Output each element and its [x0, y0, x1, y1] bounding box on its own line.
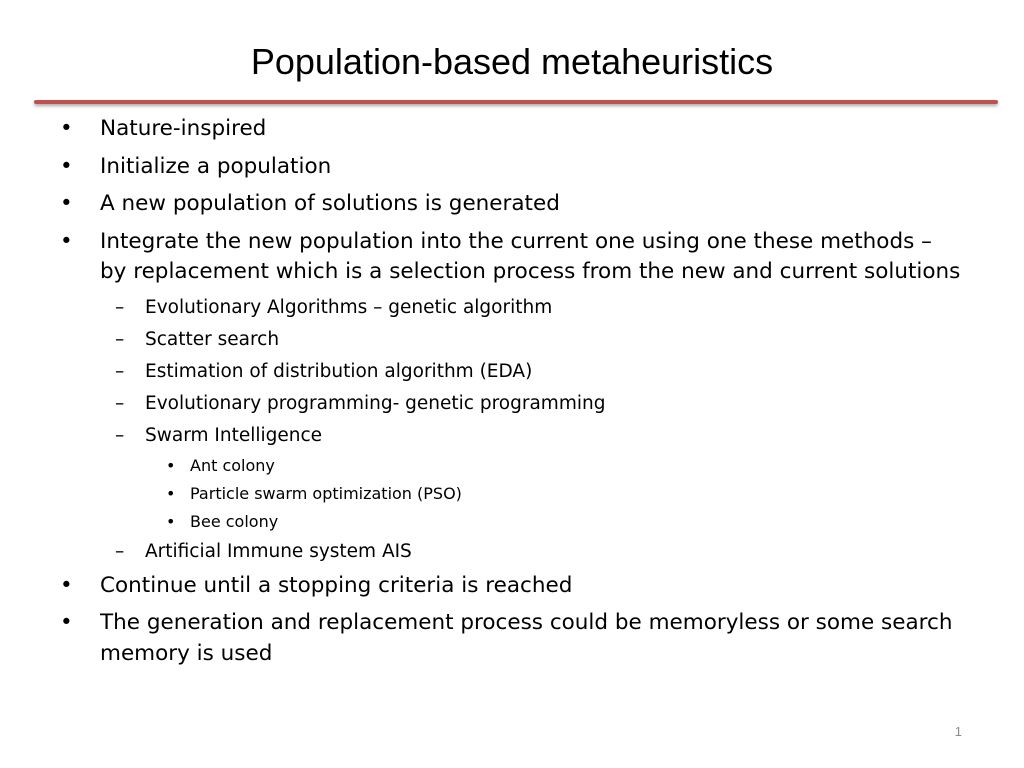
dash-icon: – [115, 424, 125, 446]
list-item [0, 571, 1024, 602]
list-item [0, 152, 1024, 183]
bullet-icon: • [166, 511, 176, 531]
sub-sub-list-item-text: Particle swarm optimization (PSO) [190, 483, 462, 503]
bullet-icon: • [166, 455, 176, 475]
title-divider [34, 100, 998, 104]
bullet-icon: • [60, 572, 73, 598]
list-item [0, 608, 1024, 669]
list-item-text: The generation and replacement process could be memoryless or some search memory is used [100, 610, 953, 666]
sub-list-item [0, 423, 1024, 448]
sub-list-item-text: Evolutionary Algorithms – genetic algorithm [145, 296, 553, 318]
list-item [0, 189, 1024, 220]
bullet-icon: • [60, 153, 73, 179]
dash-icon: – [115, 392, 125, 414]
bullet-list [0, 114, 1024, 676]
sub-list-item [0, 327, 1024, 352]
bullet-icon: • [60, 610, 73, 635]
sub-list-item [0, 359, 1024, 384]
list-item-text: A new population of solutions is generated [100, 191, 560, 216]
list-item-text: Nature-inspired [100, 116, 267, 141]
dash-icon: – [115, 328, 125, 350]
page-number: 1 [954, 724, 962, 739]
sub-sub-list-item [0, 511, 1024, 533]
dash-icon: – [115, 360, 125, 382]
slide-title: Population-based metaheuristics [250, 41, 774, 82]
bullet-icon: • [60, 228, 73, 254]
sub-list-item-text: Estimation of distribution algorithm (EDA) [145, 360, 533, 382]
sub-list-item-text: Swarm Intelligence [145, 424, 323, 446]
dash-icon: – [115, 540, 125, 562]
sub-sub-list-item-text: Bee colony [190, 511, 279, 531]
list-item-text: Initialize a population [100, 153, 332, 179]
sub-list-item [0, 391, 1024, 416]
sub-list-item [0, 295, 1024, 320]
list-item [0, 227, 1024, 288]
bullet-icon: • [60, 191, 73, 216]
sub-list-item-text: Artificial Immune system AIS [145, 540, 412, 562]
list-item-text: Continue until a stopping criteria is reached [100, 572, 573, 598]
sub-list-item-text: Evolutionary programming- genetic programming [145, 392, 606, 414]
sub-list-item [0, 539, 1024, 564]
sub-list-item-text: Scatter search [145, 328, 280, 350]
list-item [0, 114, 1024, 145]
bullet-icon: • [166, 483, 176, 503]
list-item-text: Integrate the new population into the current one using one these methods – by replacement which is a selection process from the new and current solutions [100, 228, 961, 284]
sub-sub-list-item [0, 483, 1024, 505]
sub-sub-list-item-text: Ant colony [190, 455, 275, 475]
bullet-icon: • [60, 116, 73, 141]
dash-icon: – [115, 296, 125, 318]
sub-sub-list-item [0, 455, 1024, 477]
